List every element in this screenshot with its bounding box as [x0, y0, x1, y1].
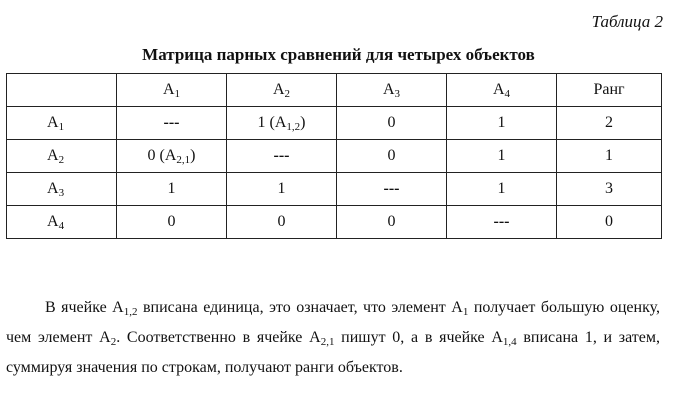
table-cell: ---: [337, 173, 447, 206]
header-cell-a3: $A_3$: [337, 74, 447, 107]
table-cell: 0: [227, 206, 337, 239]
table-header-row: [7, 74, 662, 107]
header-cell-rank: Ранг: [557, 74, 662, 107]
table-cell: 1 $(A_{1,2})$: [227, 107, 337, 140]
header-empty-cell: [7, 74, 117, 107]
table-row: [7, 140, 662, 173]
table-row: [7, 173, 662, 206]
table-row: [7, 206, 662, 239]
table-cell: 0 $(A_{2,1})$: [117, 140, 227, 173]
table-title: Матрица парных сравнений для четырех объектов: [142, 45, 535, 64]
rank-cell: 3: [557, 173, 662, 206]
table-cell: 1: [447, 140, 557, 173]
row-label-a2: $A_2$: [7, 140, 117, 173]
table-row: [7, 107, 662, 140]
row-label-a4: $A_4$: [7, 206, 117, 239]
table-cell: 0: [337, 206, 447, 239]
table-cell: 0: [337, 107, 447, 140]
pairwise-comparison-table: [6, 73, 662, 239]
table-cell: 1: [447, 107, 557, 140]
table-cell: 0: [337, 140, 447, 173]
rank-cell: 1: [557, 140, 662, 173]
table-cell: 1: [447, 173, 557, 206]
row-label-a3: $A_3$: [7, 173, 117, 206]
header-cell-a1: $A_1$: [117, 74, 227, 107]
table-cell: 0: [117, 206, 227, 239]
header-cell-a2: $A_2$: [227, 74, 337, 107]
explanation-paragraph: В ячейке $A_{1,2}$ вписана единица, это означает, что элемент $A_1$ получает большую оценку, чем элемент $A_2$. Соответственно в ячейке $A_{2,1}$ пишут 0, а в ячейке $A_{1,4}$ вписана 1, и затем, суммируя значения по строкам, получают ранги объектов.: [6, 299, 661, 376]
table-cell: ---: [447, 206, 557, 239]
table-cell: ---: [117, 107, 227, 140]
table-cell: 1: [117, 173, 227, 206]
table-cell: 1: [227, 173, 337, 206]
table-number-label: Таблица 2: [591, 12, 663, 31]
rank-cell: 2: [557, 107, 662, 140]
header-cell-a4: $A_4$: [447, 74, 557, 107]
row-label-a1: $A_1$: [7, 107, 117, 140]
table-cell: ---: [227, 140, 337, 173]
rank-cell: 0: [557, 206, 662, 239]
